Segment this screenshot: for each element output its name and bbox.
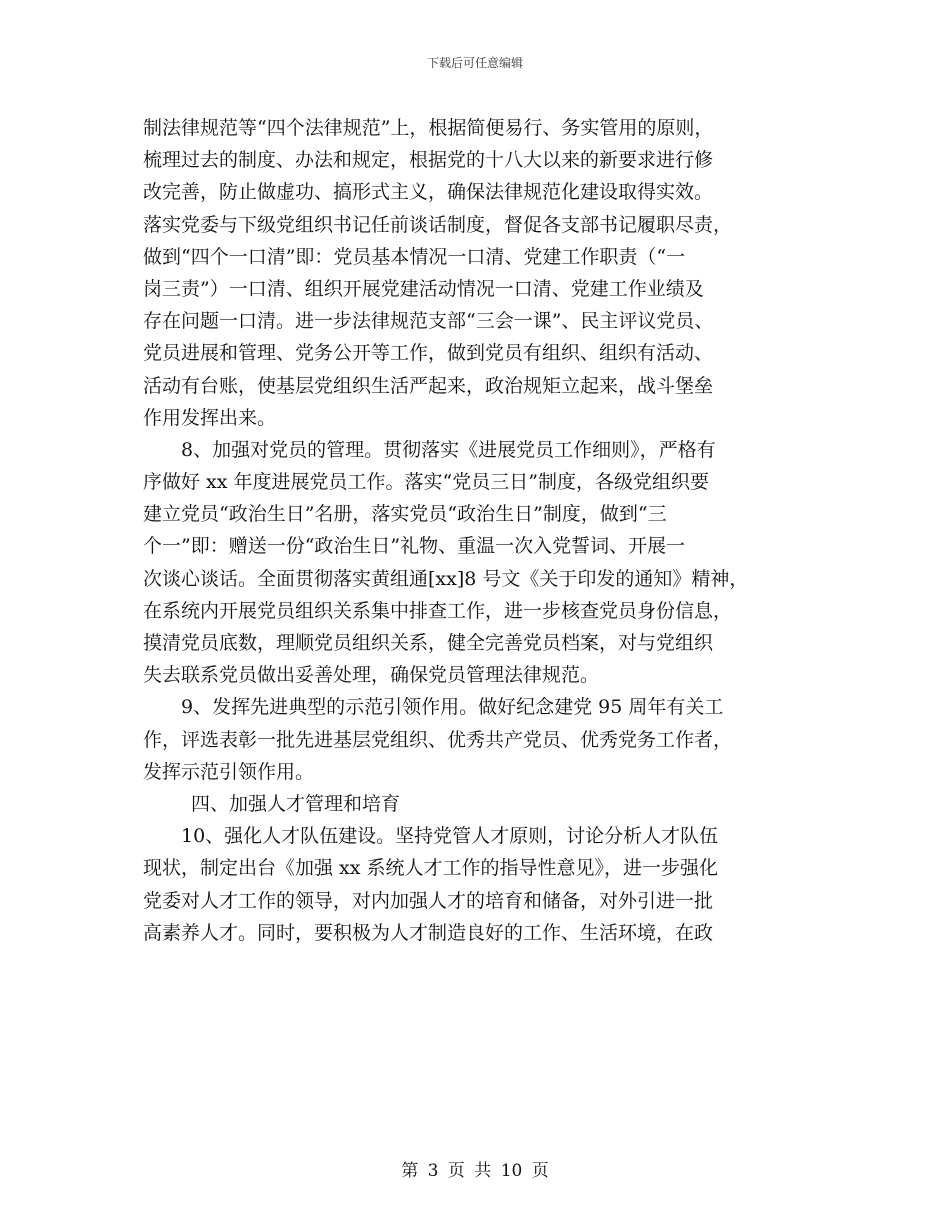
text-line: 摸清党员底数，理顺党员组织关系，健全完善党员档案，对与党组织 — [143, 632, 714, 654]
text-line: 作用发挥出来。 — [143, 406, 277, 429]
text-line: 存在问题一口清。进一步法律规范支部“三会一课”、民主评议党员、 — [143, 310, 714, 333]
text-line: 岗三责”）一口清、组织开展党建活动情况一口清、党建工作业绩及 — [143, 277, 704, 300]
text-line: 活动有台账，使基层党组织生活严起来，政治规矩立起来，战斗堡垒 — [143, 374, 714, 397]
paragraph-start-line: 9、发挥先进典型的示范引领作用。做好纪念建党 95 周年有关工 — [181, 696, 724, 719]
text-line: 党员进展和管理、党务公开等工作，做到党员有组织、组织有活动、 — [143, 342, 714, 365]
text-line: 现状，制定出台《加强 xx 系统人才工作的指导性意见》，进一步强化 — [143, 857, 719, 880]
header-note: 下载后可任意编辑 — [426, 56, 523, 70]
text-line: 梳理过去的制度、办法和规定，根据党的十八大以来的新要求进行修 — [143, 149, 714, 172]
text-line: 建立党员“政治生日”名册，落实党员“政治生日”制度，做到“三 — [143, 503, 667, 526]
body-text — [143, 112, 843, 949]
text-line: 发挥示范引领作用。 — [143, 760, 315, 783]
text-line: 次谈心谈话。全面贯彻落实黄组通[xx]8 号文《关于印发的通知》精神， — [143, 567, 749, 590]
text-line: 个一”即：赠送一份“政治生日”礼物、重温一次入党誓词、开展一 — [143, 535, 686, 558]
section-heading: 四、加强人才管理和培育 — [191, 792, 401, 815]
text-line: 制法律规范等“四个法律规范”上，根据简便易行、务实管用的原则， — [143, 117, 714, 139]
paragraph-start-line: 8、加强对党员的管理。贯彻落实《进展党员工作细则》，严格有 — [181, 438, 716, 461]
text-line: 党委对人才工作的领导，对内加强人才的培育和储备，对外引进一批 — [143, 889, 714, 912]
text-line: 做到“四个一口清”即：党员基本情况一口清、党建工作职责（“一 — [143, 245, 686, 268]
text-line: 序做好 xx 年度进展党员工作。落实“党员三日”制度，各级党组织要 — [143, 471, 709, 494]
text-line: 作，评选表彰一批先进基层党组织、优秀共产党员、优秀党务工作者， — [143, 728, 733, 751]
text-line: 在系统内开展党员组织关系集中排查工作，进一步核查党员身份信息， — [143, 599, 733, 622]
paragraph-start-line: 10、强化人才队伍建设。坚持党管人才原则，讨论分析人才队伍 — [181, 825, 719, 848]
text-line: 改完善，防止做虚功、搞形式主义，确保法律规范化建设取得实效。 — [143, 181, 714, 204]
text-line: 高素养人才。同时，要积极为人才制造良好的工作、生活环境，在政 — [143, 921, 714, 944]
text-line: 失去联系党员做出妥善处理，确保党员管理法律规范。 — [143, 664, 600, 687]
text-line: 落实党委与下级党组织书记任前谈话制度，督促各支部书记履职尽责， — [143, 213, 733, 236]
page-number: 第 3 页 共 10 页 — [401, 1161, 549, 1181]
